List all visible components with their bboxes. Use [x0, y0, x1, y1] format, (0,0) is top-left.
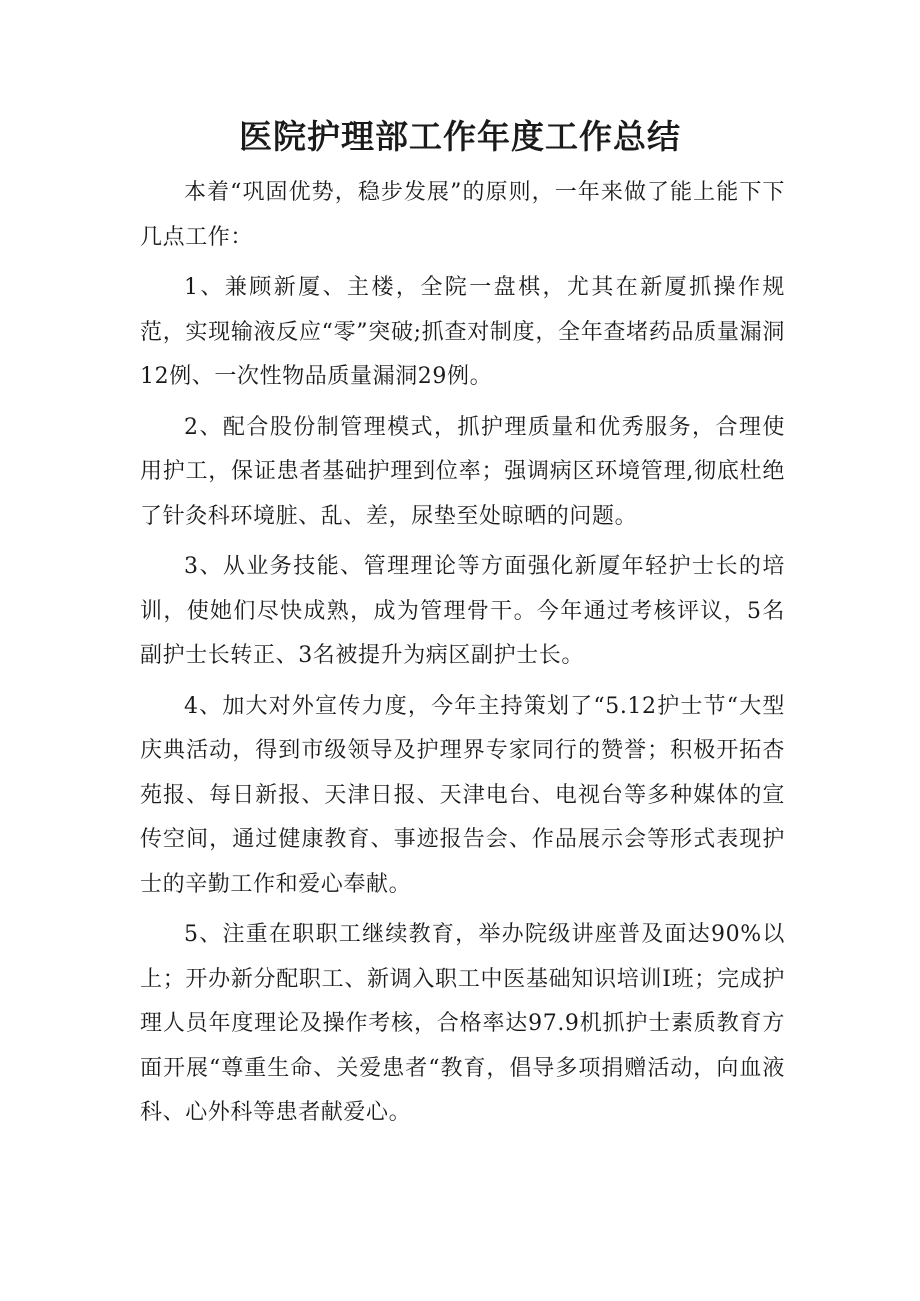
paragraph-item-5: 5、注重在职职工继续教育，举办院级讲座普及面达90%以上；开办新分配职工、新调入职工中医基础知识培训I班；完成护理人员年度理论及操作考核，合格率达97.9机抓护士素质教育方面开展“尊重生命、关爱患者“教育，倡导多项捐赠活动，向血液科、心外科等患者献爱心。 — [140, 922, 785, 1125]
paragraph-item-1: 1、兼顾新厦、主楼，全院一盘棋，尤其在新厦抓操作规范，实现输液反应“零”突破;抓查对制度，全年查堵药品质量漏洞12例、一次性物品质量漏洞29例。 — [140, 275, 785, 389]
paragraph-item-2: 2、配合股份制管理模式，抓护理质量和优秀服务，合理使用护工，保证患者基础护理到位率；强调病区环境管理,彻底杜绝了针灸科环境脏、乱、差，尿垫至处晾晒的问题。 — [140, 414, 785, 529]
document-title: 医院护理部工作年度工作总结 — [239, 117, 681, 156]
paragraph-item-3: 3、从业务技能、管理理论等方面强化新厦年轻护士长的培训，使她们尽快成熟，成为管理骨干。今年通过考核评议，5名副护士长转正、3名被提升为病区副护士长。 — [140, 554, 785, 668]
paragraph-intro: 本着“巩固优势，稳步发展”的原则，一年来做了能上能下下几点工作： — [140, 180, 785, 250]
document-body — [140, 171, 785, 1142]
paragraph-item-4: 4、加大对外宣传力度，今年主持策划了“5.12护士节“大型庆典活动，得到市级领导及护理界专家同行的赞誉；积极开拓杏苑报、每日新报、天津日报、天津电台、电视台等多种媒体的宣传空间，通过健康教育、事迹报告会、作品展示会等形式表现护士的辛勤工作和爱心奉献。 — [140, 693, 785, 897]
